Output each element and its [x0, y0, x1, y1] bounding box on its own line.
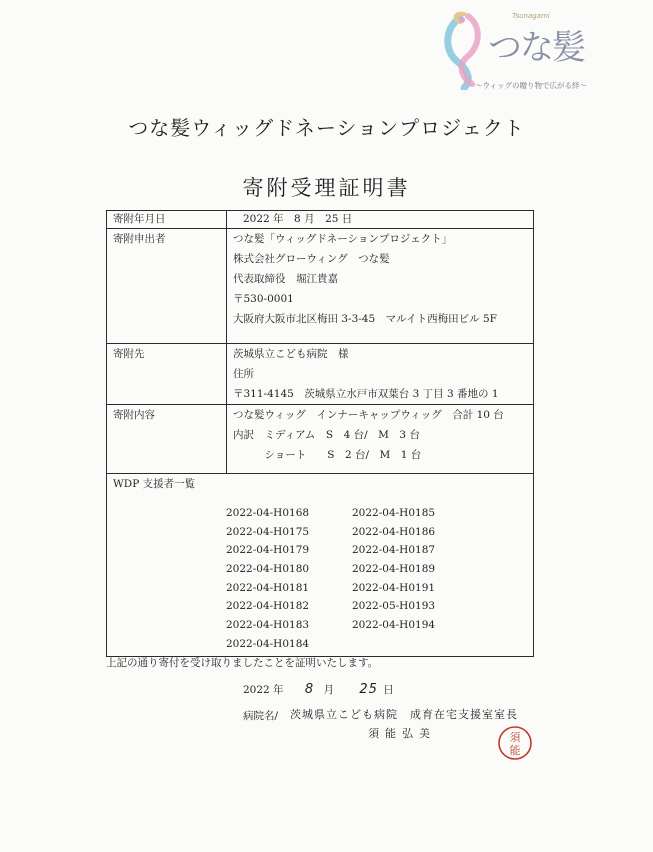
- representative-name: 須能弘美: [368, 727, 436, 740]
- supporter-id: 2022-04-H0168: [226, 507, 310, 519]
- sign-month-unit: 月: [323, 684, 335, 696]
- donor-line: 大阪府大阪市北区梅田 3-3-45 マルイト西梅田ビル 5F: [233, 313, 497, 325]
- content-value: [227, 405, 534, 474]
- donor-label-text: 寄附申出者: [113, 233, 166, 245]
- donor-row: [107, 229, 534, 344]
- content-line: ショート S 2 台/ M 1 台: [233, 449, 422, 461]
- donor-line: つな髪「ウィッグドネーションプロジェクト」: [233, 233, 453, 245]
- sign-day: 25: [359, 682, 378, 697]
- content-label: [107, 405, 227, 474]
- supporter-id: 2022-04-H0183: [226, 619, 310, 632]
- content-line: つな髪ウィッグ インナーキャップウィッグ 合計 10 台: [233, 409, 504, 421]
- recipient-row: [107, 344, 534, 405]
- supporter-id: 2022-04-H0191: [352, 581, 436, 594]
- donation-table: [106, 210, 534, 657]
- supporters-cell: [107, 474, 534, 657]
- project-title: つな髪ウィッグドネーションプロジェクト: [128, 116, 525, 140]
- document-title: 寄附受理証明書: [242, 176, 411, 200]
- recipient-line: 住所: [233, 368, 254, 380]
- supporter-id: 2022-04-H0186: [352, 525, 436, 538]
- supporter-id: 2022-04-H0179: [226, 544, 310, 557]
- supporter-id: 2022-04-H0182: [226, 600, 310, 613]
- date-value: 2022 年 8 月 25 日: [227, 211, 534, 229]
- donor-line: 〒530-0001: [233, 293, 294, 305]
- date-row: [107, 211, 534, 229]
- supporter-id: 2022-04-H0187: [352, 544, 436, 557]
- recipient-line: 茨城県立こども病院 様: [233, 348, 349, 360]
- recipient-value: [227, 344, 534, 405]
- seal-char-bottom: 能: [509, 744, 521, 757]
- recipient-label-text: 寄附先: [113, 348, 145, 360]
- supporters-row: [107, 474, 534, 657]
- certify-statement: 上記の通り寄付を受け取りましたことを証明いたします。: [106, 657, 379, 669]
- sign-month: 8: [304, 682, 315, 697]
- sign-year: 2022 年: [243, 684, 284, 696]
- signature-date: [243, 682, 394, 697]
- supporter-id: 2022-04-H0185: [352, 507, 436, 519]
- supporter-id: 2022-04-H0189: [352, 563, 436, 576]
- donor-line: 株式会社グローウィング つな髪: [233, 253, 390, 265]
- donor-label: [107, 229, 227, 344]
- recipient-label: [107, 344, 227, 405]
- donor-line: 代表取締役 堀江貴嘉: [233, 273, 338, 285]
- logo-brand-text: つな髪: [488, 28, 584, 68]
- supporters-label: WDP 支援者一覧: [113, 478, 196, 490]
- supporter-id: 2022-04-H0194: [352, 619, 436, 632]
- hospital-name: 茨城県立こども病院 成育在宅支援室室長: [290, 708, 518, 721]
- sign-day-unit: 日: [383, 684, 394, 696]
- content-line: 内訳 ミディアム S 4 台/ M 3 台: [233, 429, 420, 441]
- supporter-id: 2022-04-H0175: [226, 525, 310, 538]
- donor-value: [227, 229, 534, 344]
- date-label: 寄附年月日: [107, 211, 227, 229]
- supporter-id: 2022-05-H0193: [352, 600, 436, 613]
- hospital-label: 病院名/: [243, 710, 279, 722]
- recipient-line: 〒311-4145 茨城県立水戸市双葉台 3 丁目 3 番地の 1: [233, 388, 499, 400]
- supporters-list: [107, 494, 533, 656]
- seal-char-top: 須: [509, 731, 521, 744]
- logo-tagline: 〜ウィッグの贈り物で広がる絆〜: [474, 81, 588, 90]
- content-label-text: 寄附内容: [113, 409, 155, 421]
- hanko-seal: [497, 725, 533, 761]
- content-row: [107, 405, 534, 474]
- supporter-id: 2022-04-H0181: [226, 581, 310, 594]
- supporter-id: 2022-04-H0180: [226, 563, 310, 576]
- logo-sub-text: Tsunagami: [512, 12, 550, 20]
- supporter-id: 2022-04-H0184: [226, 637, 310, 650]
